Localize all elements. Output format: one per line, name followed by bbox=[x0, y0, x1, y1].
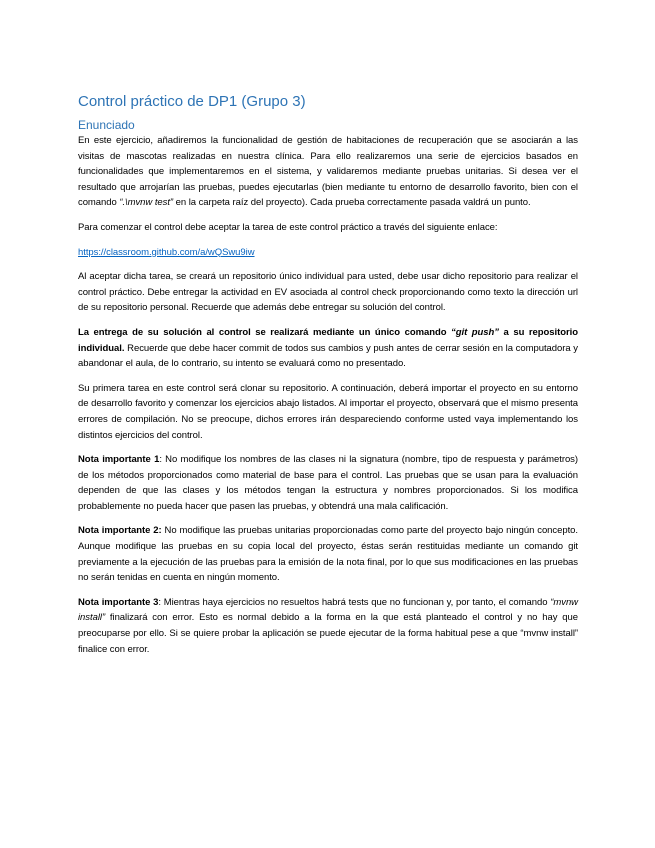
note-2-text: No modifique las pruebas unitarias proporcionadas como parte del proyecto bajo ningún concepto. Aunque modifique las pruebas en su copia local del proyecto, éstas serán restituidas mediante un comando git previamente a la ejecución de las pruebas para la emisión de la nota final, por lo que sus modificaciones en las pruebas no serán tenidas en cuenta en ningún momento. bbox=[78, 525, 578, 584]
delivery-text: Recuerde que debe hacer commit de todos sus cambios y push antes de cerrar sesión en la computadora y abandonar el aula, de lo contrario, su intento se evaluará como no presentado. bbox=[78, 342, 578, 370]
note-1-text: : No modifique los nombres de las clases ni la signatura (nombre, tipo de respuesta y parámetros) de los métodos proporcionados como material de base para el control. Las pruebas que se usan para la evaluación dependen de que las clases y los métodos tengan la estructura y nombres proporcionados. Si los modifica probablemente no pueda hacer que pasen las pruebas, y obtendrá una mala calificación. bbox=[78, 454, 578, 512]
intro-text: En este ejercicio, añadiremos la funcionalidad de gestión de habitaciones de recuperación que se asociarán a las visitas de mascotas realizadas en nuestra clínica. Para ello realizaremos una serie de ejercicios basados en funcionalidades que implementaremos en el sistema, y validaremos mediante pruebas unitarias. Si desea ver el resultado que arrojarían las pruebas, puedes ejecutarlas (bien mediante tu entorno de desarrollo favorito, bien con el comando bbox=[78, 135, 578, 209]
note-2-label: Nota importante 2: bbox=[78, 525, 162, 537]
note-3-text-end: finalizará con error. Esto es normal debido a la forma en la que está planteado el control y no hay que preocuparse por ello. Si se quiere probar la aplicación se puede ejecutar de la forma habitual pese a que “mvnw install” finalice con error. bbox=[78, 612, 578, 655]
note-1-label: Nota importante 1 bbox=[78, 454, 160, 466]
mvnw-test-command: “.\mvnw test” bbox=[119, 197, 174, 209]
delivery-bold-text-end: a su repositorio individual. bbox=[78, 326, 578, 354]
delivery-bold-text: La entrega de su solución al control se realizará mediante un único comando bbox=[78, 326, 452, 338]
section-heading: Enunciado bbox=[78, 118, 135, 132]
git-push-command: “git push” bbox=[451, 326, 499, 338]
document-content bbox=[78, 92, 578, 666]
repository-paragraph: Al aceptar dicha tarea, se creará un repositorio único individual para usted, debe usar dicho repositorio para realizar el control práctico. Debe entregar la actividad en EV asociada al control check proporcionando como texto la dirección url de su repositorio personal. Recuerde que además debe entregar su solución del control. bbox=[78, 271, 578, 314]
first-task-paragraph: Su primera tarea en este control será clonar su repositorio. A continuación, deberá importar el proyecto en su entorno de desarrollo favorito y comenzar los ejercicios abajo listados. Al importar el proyecto, observará que el mismo presenta errores de compilación. No se preocupe, dichos errores irán despareciendo conforme usted vaya implementando los distintos ejercicios del control. bbox=[78, 382, 578, 441]
note-3-text: : Mientras haya ejercicios no resueltos habrá tests que no funcionan y, por tanto, el comando bbox=[158, 596, 551, 608]
mvnw-install-command: “mvnw install” bbox=[78, 596, 578, 624]
note-2-paragraph bbox=[78, 523, 578, 585]
intro-text-end: en la carpeta raíz del proyecto). Cada prueba correctamente pasada valdrá un punto. bbox=[173, 197, 531, 209]
classroom-link[interactable]: https://classroom.github.com/a/wQSwu9iw bbox=[78, 246, 255, 258]
document-title: Control práctico de DP1 (Grupo 3) bbox=[78, 93, 306, 110]
accept-task-paragraph: Para comenzar el control debe aceptar la tarea de este control práctico a través del siguiente enlace: bbox=[78, 221, 498, 233]
note-3-paragraph bbox=[78, 595, 578, 657]
link-paragraph bbox=[78, 245, 578, 261]
note-3-label: Nota importante 3 bbox=[78, 596, 159, 608]
note-1-paragraph bbox=[78, 452, 578, 514]
delivery-paragraph bbox=[78, 325, 578, 372]
intro-paragraph bbox=[78, 133, 578, 211]
